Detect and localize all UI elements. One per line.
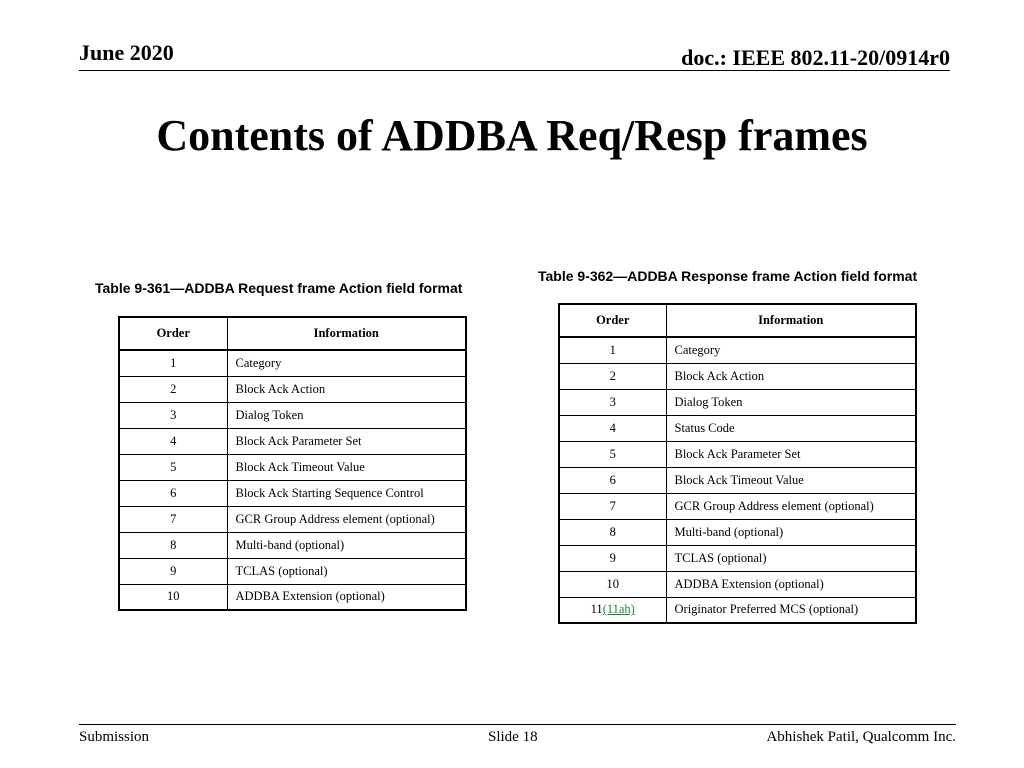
information-cell: TCLAS (optional) [666, 545, 916, 571]
order-cell: 8 [119, 532, 227, 558]
footer-slide-number: Slide 18 [488, 729, 538, 745]
order-cell: 10 [119, 584, 227, 610]
table-header-row [119, 317, 466, 350]
table-row [559, 363, 916, 389]
header-information: Information [666, 304, 916, 337]
order-cell: 10 [559, 571, 666, 597]
header-order: Order [559, 304, 666, 337]
table-row [559, 441, 916, 467]
order-cell: 3 [559, 389, 666, 415]
order-cell: 2 [559, 363, 666, 389]
insertion-mark: (11ah) [602, 602, 635, 617]
order-cell: 7 [559, 493, 666, 519]
footer-submission: Submission [79, 729, 150, 745]
order-cell: 9 [559, 545, 666, 571]
information-cell: ADDBA Extension (optional) [666, 571, 916, 597]
information-cell: GCR Group Address element (optional) [666, 493, 916, 519]
table-row [119, 350, 466, 376]
order-cell: 1 [559, 337, 666, 363]
header-order: Order [119, 317, 227, 350]
information-cell: ADDBA Extension (optional) [227, 584, 466, 610]
order-cell: 4 [119, 428, 227, 454]
order-cell: 5 [559, 441, 666, 467]
information-cell: Block Ack Parameter Set [227, 428, 466, 454]
order-cell: 2 [119, 376, 227, 402]
table-row [559, 467, 916, 493]
header-date: June 2020 [79, 40, 174, 65]
order-cell: 6 [119, 480, 227, 506]
information-cell: Block Ack Timeout Value [227, 454, 466, 480]
table-row [119, 428, 466, 454]
table-row [559, 545, 916, 571]
table-row [119, 506, 466, 532]
information-cell: Dialog Token [227, 402, 466, 428]
footer-divider [79, 724, 956, 725]
header-information: Information [227, 317, 466, 350]
information-cell: Block Ack Action [227, 376, 466, 402]
table-row [119, 558, 466, 584]
table-row [119, 376, 466, 402]
information-cell: Multi-band (optional) [666, 519, 916, 545]
order-cell: 4 [559, 415, 666, 441]
table-row [119, 480, 466, 506]
information-cell: TCLAS (optional) [227, 558, 466, 584]
table-row [119, 402, 466, 428]
information-cell: Dialog Token [666, 389, 916, 415]
response-table-caption: Table 9-362—ADDBA Response frame Action field format [538, 268, 918, 284]
addba-response-table [558, 303, 917, 624]
table-row [119, 454, 466, 480]
order-cell: 7 [119, 506, 227, 532]
order-cell: 6 [559, 467, 666, 493]
table-row [559, 519, 916, 545]
information-cell: Multi-band (optional) [227, 532, 466, 558]
order-cell: 11(11ah) [559, 597, 666, 623]
table-row [559, 571, 916, 597]
order-cell: 9 [119, 558, 227, 584]
header-divider [79, 70, 950, 71]
footer-author: Abhishek Patil, Qualcomm Inc. [766, 729, 956, 745]
information-cell: Block Ack Action [666, 363, 916, 389]
table-row [119, 532, 466, 558]
table-row [559, 597, 916, 623]
information-cell: Block Ack Timeout Value [666, 467, 916, 493]
table-header-row [559, 304, 916, 337]
table-row [559, 493, 916, 519]
order-cell: 8 [559, 519, 666, 545]
information-cell: Block Ack Parameter Set [666, 441, 916, 467]
order-cell: 1 [119, 350, 227, 376]
table-row [559, 415, 916, 441]
table-row [119, 584, 466, 610]
information-cell: Category [227, 350, 466, 376]
table-row [559, 337, 916, 363]
header-doc-id: doc.: IEEE 802.11-20/0914r0 [681, 45, 950, 70]
information-cell: Block Ack Starting Sequence Control [227, 480, 466, 506]
slide-title: Contents of ADDBA Req/Resp frames [156, 111, 868, 160]
request-table-caption: Table 9-361—ADDBA Request frame Action field format [95, 280, 463, 296]
order-cell: 3 [119, 402, 227, 428]
information-cell: Category [666, 337, 916, 363]
table-row [559, 389, 916, 415]
order-cell: 5 [119, 454, 227, 480]
information-cell: Originator Preferred MCS (optional) [666, 597, 916, 623]
information-cell: Status Code [666, 415, 916, 441]
information-cell: GCR Group Address element (optional) [227, 506, 466, 532]
addba-request-table [118, 316, 467, 611]
